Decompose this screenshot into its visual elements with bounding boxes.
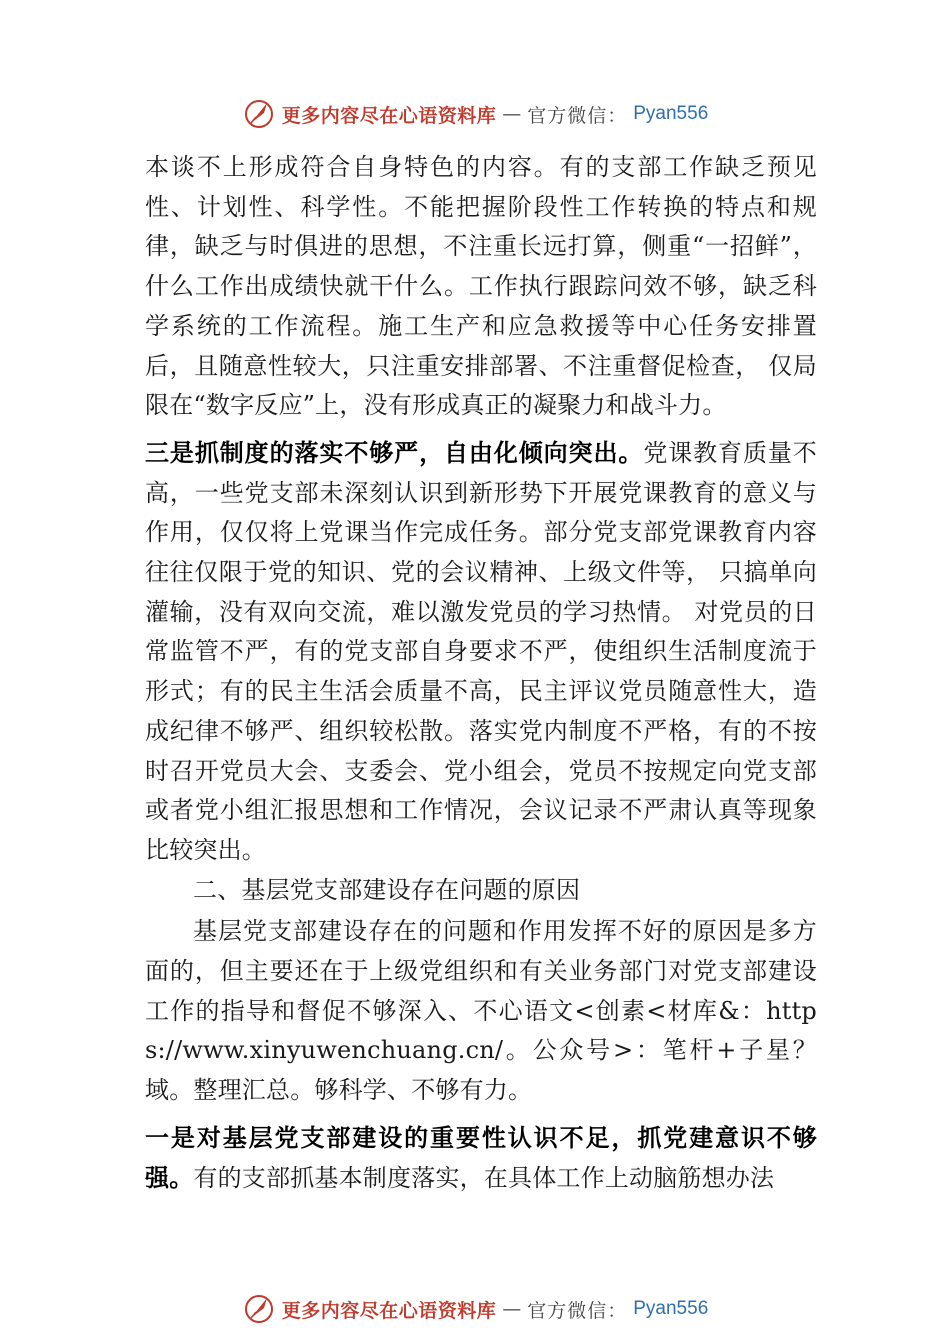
watermark-separator: — bbox=[502, 1298, 522, 1320]
paragraph-text: 基层党支部建设存在的问题和作用发挥不好的原因是多方面的，但主要还在于上级党组织和有关业务部门对党支部建设工作的指导和督促不够深入、不心语文<创素<材库&：https://www.xinyuwenchuang.cn/。公众号>：笔杆+子星？域。整理汇总。够科学、不够有力。 bbox=[145, 917, 817, 1105]
watermark-wechat-id: Pyan556 bbox=[633, 1298, 709, 1319]
quill-logo-icon bbox=[242, 97, 276, 131]
paragraph-text: 本谈不上形成符合自身特色的内容。有的支部工作缺乏预见性、计划性、科学性。不能把握阶段性工作转换的特点和规律，缺乏与时俱进的思想，不注重长远打算，侧重“一招鲜”，什么工作出成绩快就干什么。工作执行跟踪问效不够，缺乏科学系统的工作流程。施工生产和应急救援等中心任务安排置后，且随意性较大，只注重安排部署、不注重督促检查， 仅局限在“数字反应”上，没有形成真正的凝聚力和战斗力。 bbox=[145, 153, 817, 420]
paragraph-point-three bbox=[145, 434, 817, 871]
paragraph-text: 党课教育质量不高，一些党支部未深刻认识到新形势下开展党课教育的意义与作用，仅仅将上党课当作完成任务。部分党支部党课教育内容往往仅限于党的知识、党的会议精神、上级文件等， 只搞单向灌输，没有双向交流，难以激发党员的学习热情。 对党员的日常监管不严，有的党支部自身要求不严，使组织生活制度流于形式；有的民主生活会质量不高，民主评议党员随意性大，造成纪律不够严、组织较松散。落实党内制度不严格，有的不按时召开党员大会、支委会、党小组会，党员不按规定向党支部或者党小组汇报思想和工作情况，会议记录不严肃认真等现象比较突出。 bbox=[145, 438, 818, 864]
quill-logo-icon bbox=[242, 1292, 276, 1326]
paragraph-causes bbox=[145, 912, 817, 1111]
watermark-official-label: 官方微信： bbox=[527, 104, 628, 127]
watermark-separator: — bbox=[502, 103, 522, 125]
paragraph-continuation bbox=[145, 148, 817, 426]
document-body bbox=[145, 148, 817, 1198]
paragraph-text: 有的支部抓基本制度落实，在具体工作上动脑筋想办法 bbox=[193, 1163, 775, 1192]
paragraph-point-one bbox=[145, 1119, 817, 1198]
section-heading-text: 二、基层党支部建设存在问题的原因 bbox=[193, 875, 581, 904]
watermark-brand: 更多内容尽在心语资料库 bbox=[281, 104, 497, 127]
header-watermark bbox=[0, 92, 950, 136]
paragraph-lead: 三是抓制度的落实不够严，自由化倾向突出。 bbox=[145, 438, 644, 467]
watermark-wechat-id: Pyan556 bbox=[633, 103, 709, 124]
paragraph-lead: 一是对基层党支部建设的重要性认识不足，抓党建意识不够强。 bbox=[145, 1123, 817, 1192]
watermark-brand: 更多内容尽在心语资料库 bbox=[281, 1299, 497, 1322]
watermark-official-label: 官方微信： bbox=[527, 1299, 628, 1322]
footer-watermark bbox=[0, 1287, 950, 1331]
section-heading bbox=[145, 871, 817, 911]
